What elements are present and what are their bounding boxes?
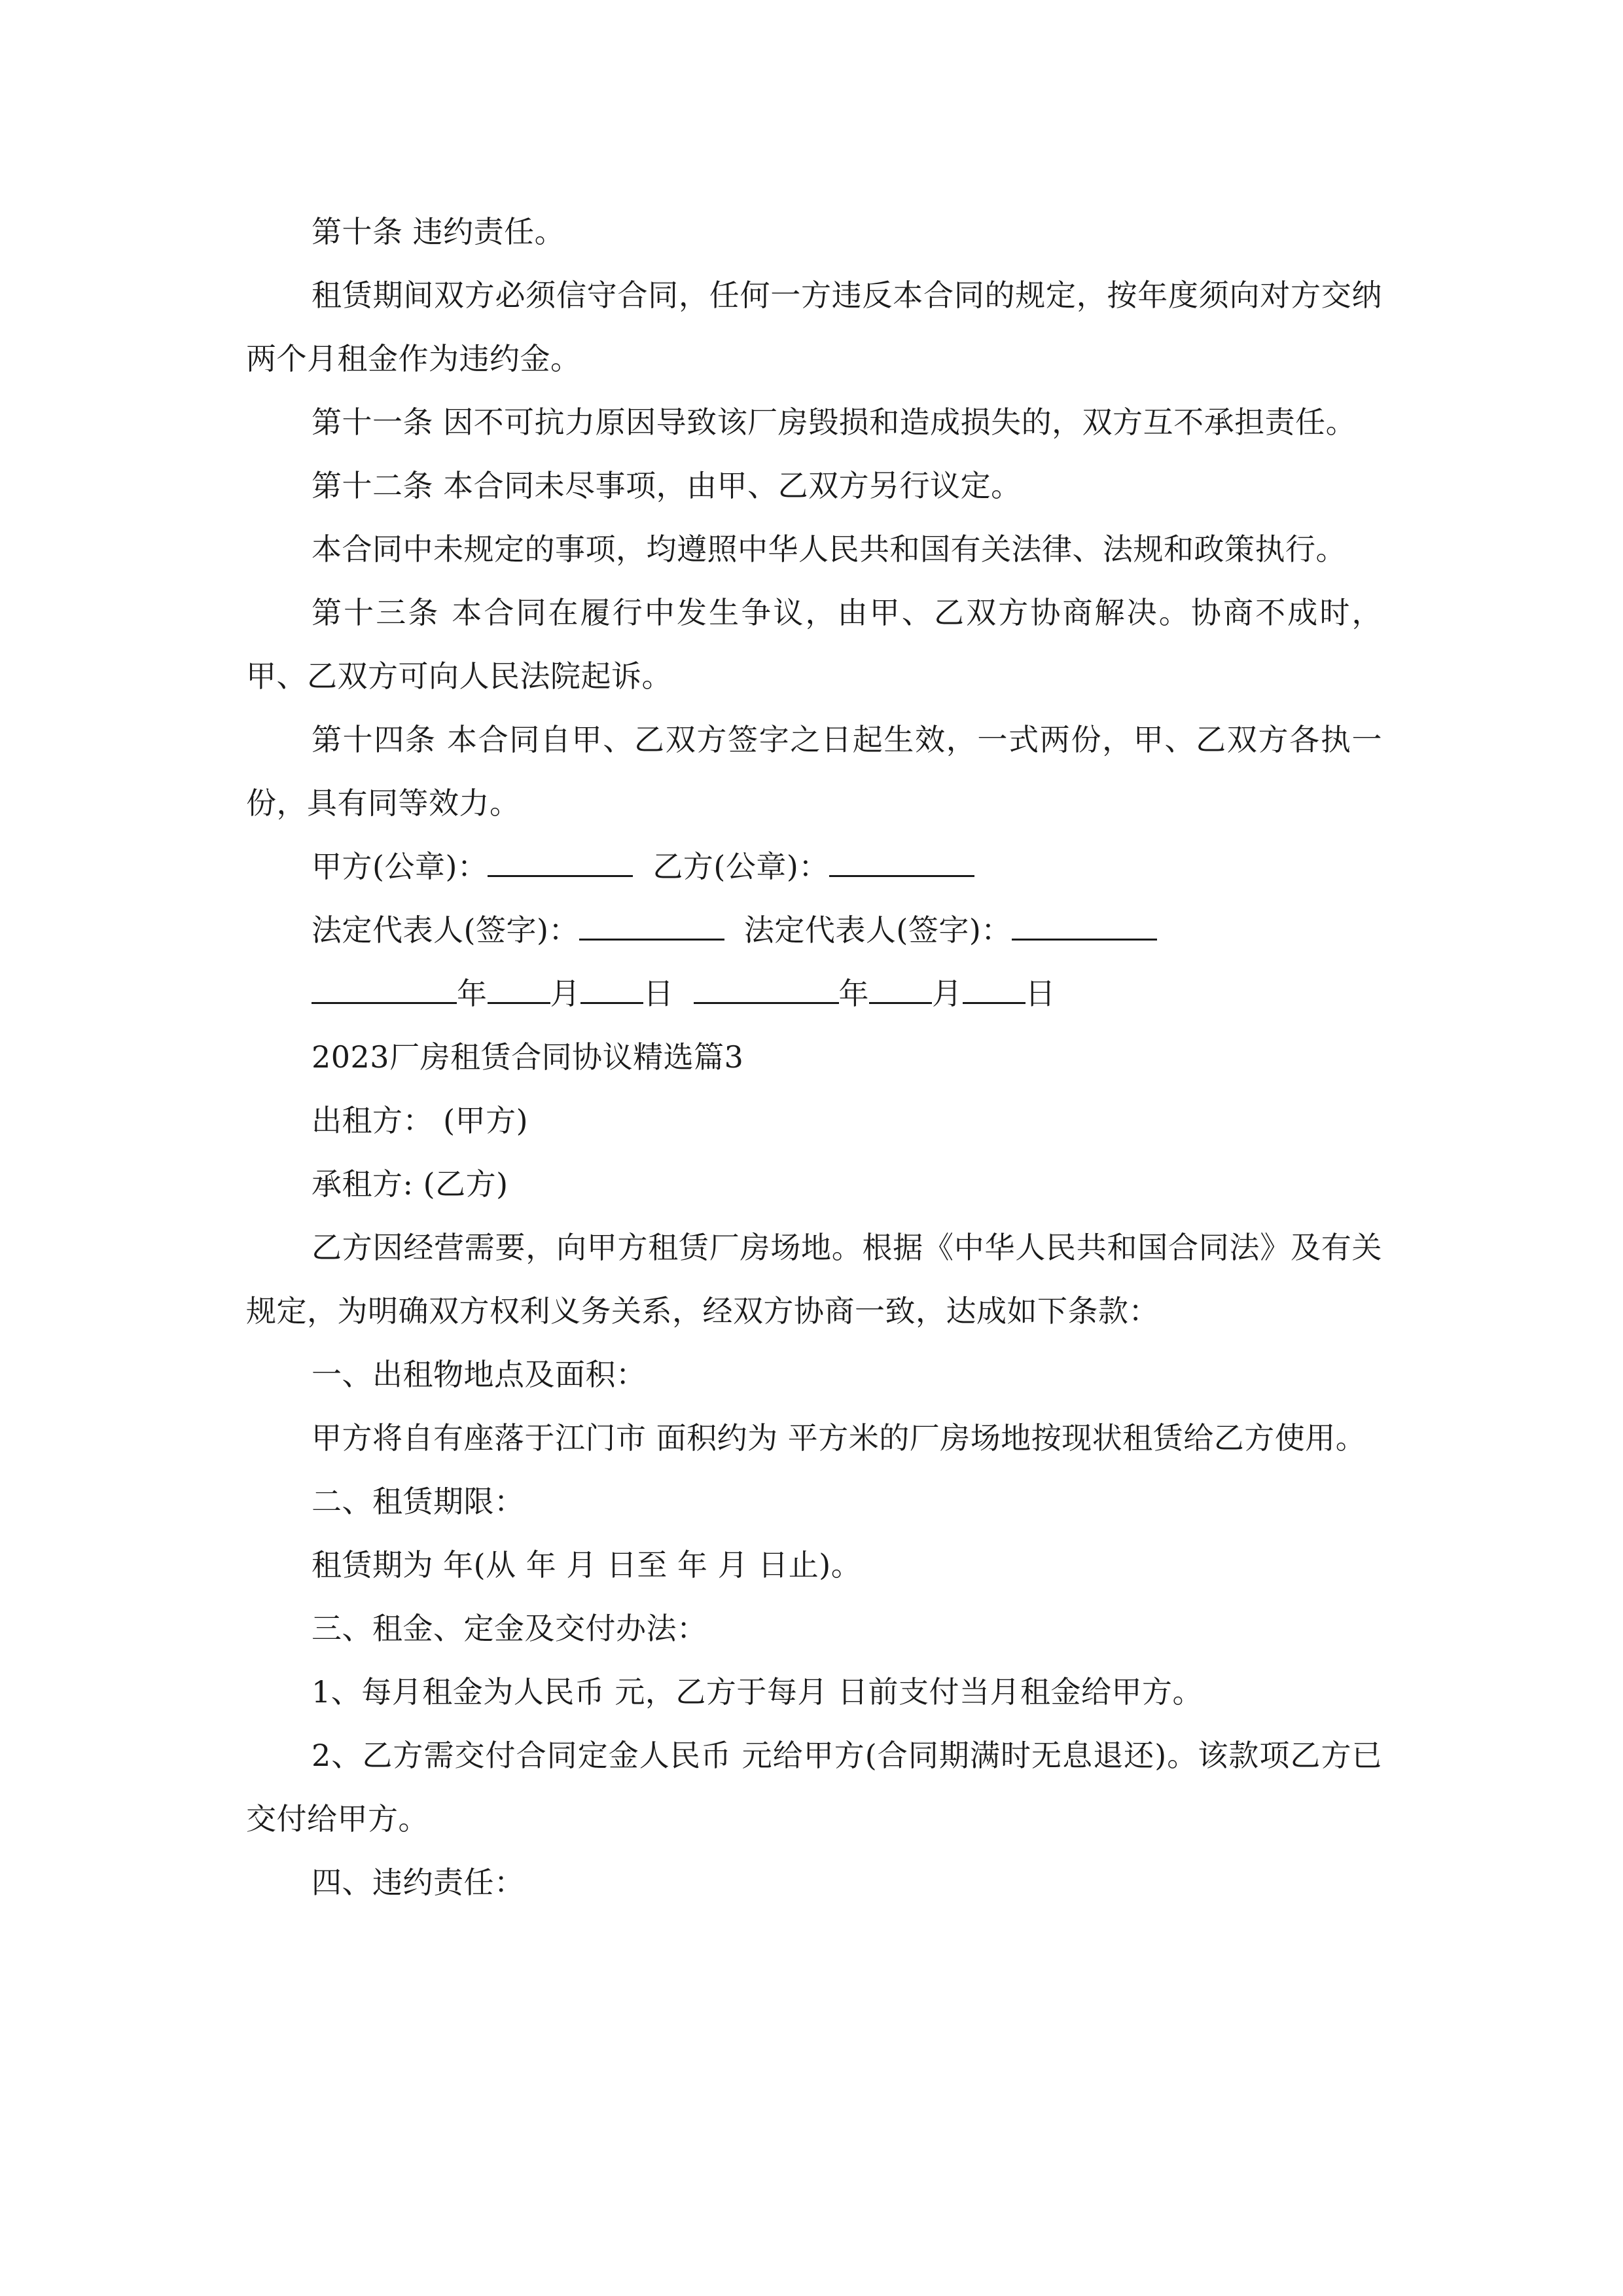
lessor-line: 出租方： (甲方) <box>312 1103 529 1138</box>
date-line <box>246 962 1382 1026</box>
rep-b-label: 法定代表人(签字)： <box>743 912 1012 948</box>
section-title: 2023厂房租赁合同协议精选篇3 <box>312 1039 744 1075</box>
article-12: 第十二条 本合同未尽事项，由甲、乙双方另行议定。 <box>312 468 1022 503</box>
month-b-label: 月 <box>932 976 963 1011</box>
article-12-body: 本合同中未规定的事项，均遵照中华人民共和国有关法律、法规和政策执行。 <box>312 531 1346 567</box>
document-body <box>246 200 1382 1914</box>
clause-3-heading: 三、租金、定金及交付办法： <box>312 1611 707 1646</box>
article-11: 第十一条 因不可抗力原因导致该厂房毁损和造成损失的，双方互不承担责任。 <box>312 404 1357 440</box>
clause-4-heading: 四、违约责任： <box>312 1865 525 1900</box>
year-a-label: 年 <box>457 976 488 1011</box>
rep-a-blank <box>579 901 724 941</box>
clause-3-item-2: 2、乙方需交付合同定金人民币 元给甲方(合同期满时无息退还)。该款项乙方已交付给甲方。 <box>246 1738 1382 1837</box>
article-10-body: 租赁期间双方必须信守合同，任何一方违反本合同的规定，按年度须向对方交纳两个月租金作为违约金。 <box>246 278 1382 376</box>
party-a-seal-label: 甲方(公章)： <box>312 849 488 884</box>
day-b-label: 日 <box>1025 976 1056 1011</box>
article-13: 第十三条 本合同在履行中发生争议，由甲、乙双方协商解决。协商不成时，甲、乙双方可向人民法院起诉。 <box>246 595 1382 694</box>
day-b-blank <box>963 964 1026 1004</box>
day-a-blank <box>580 964 643 1004</box>
article-14: 第十四条 本合同自甲、乙双方签字之日起生效，一式两份，甲、乙双方各执一份，具有同等效力。 <box>246 722 1382 821</box>
clause-2-heading: 二、租赁期限： <box>312 1484 525 1519</box>
month-a-label: 月 <box>550 976 580 1011</box>
representative-line <box>246 899 1382 962</box>
day-a-label: 日 <box>643 976 674 1011</box>
party-b-seal-blank <box>829 837 974 877</box>
clause-2-body: 租赁期为 年(从 年 月 日至 年 月 日止)。 <box>312 1547 862 1583</box>
intro-paragraph: 乙方因经营需要，向甲方租赁厂房场地。根据《中华人民共和国合同法》及有关规定，为明确双方权利义务关系，经双方协商一致，达成如下条款： <box>246 1230 1382 1329</box>
year-a-blank <box>312 964 457 1004</box>
lessee-line: 承租方: (乙方) <box>312 1166 508 1202</box>
party-a-seal-blank <box>488 837 633 877</box>
year-b-label: 年 <box>838 976 869 1011</box>
party-b-seal-label: 乙方(公章)： <box>652 849 829 884</box>
article-10-heading: 第十条 违约责任。 <box>312 214 565 249</box>
seal-line <box>246 835 1382 899</box>
month-b-blank <box>869 964 932 1004</box>
month-a-blank <box>488 964 550 1004</box>
clause-1-body: 甲方将自有座落于江门市 面积约为 平方米的厂房场地按现状租赁给乙方使用。 <box>312 1420 1366 1456</box>
rep-b-blank <box>1012 901 1157 941</box>
clause-3-item-1: 1、每月租金为人民币 元，乙方于每月 日前支付当月租金给甲方。 <box>312 1674 1204 1710</box>
year-b-blank <box>694 964 839 1004</box>
rep-a-label: 法定代表人(签字)： <box>312 912 579 948</box>
clause-1-heading: 一、出租物地点及面积： <box>312 1357 647 1392</box>
